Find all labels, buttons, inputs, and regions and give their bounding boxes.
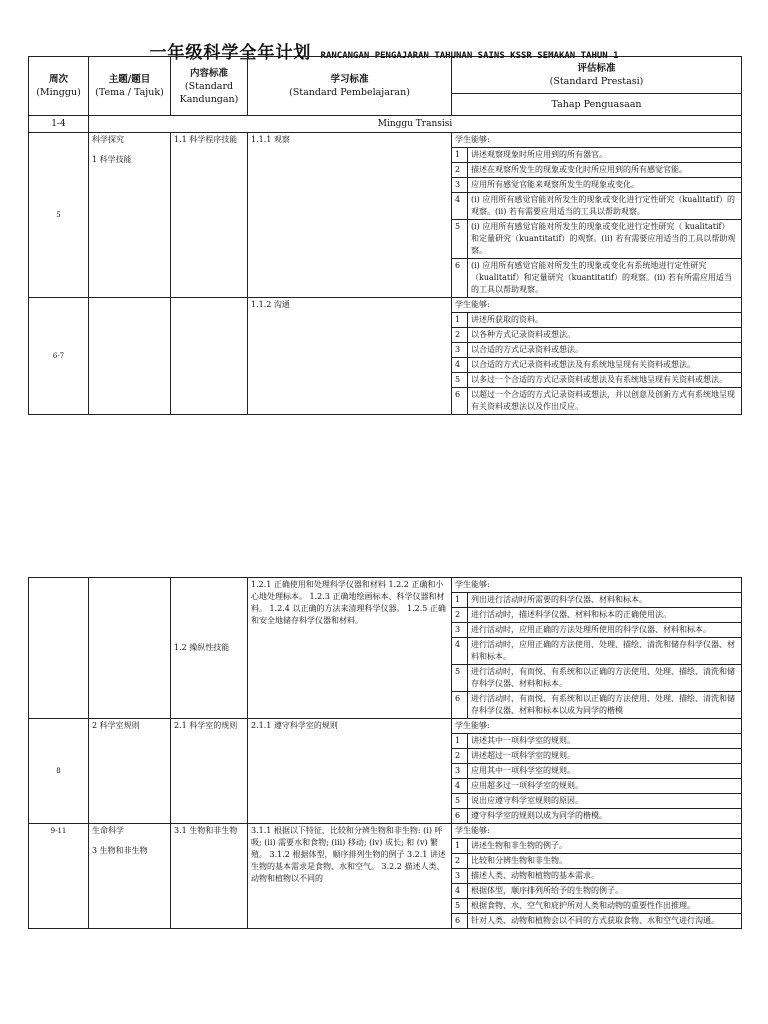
level-number: 1 bbox=[452, 148, 468, 163]
level-text: 应用其中一项科学室的规则。 bbox=[468, 764, 742, 779]
level-head: 学生能够: bbox=[452, 578, 742, 593]
level-text: (i) 应用所有感觉官能对所发生的现象或变化进行定性研究（kualitatif）的观察。(ii) 若有需要应用适当的工具以帮助观察。 bbox=[468, 193, 742, 220]
level-number: 3 bbox=[452, 623, 468, 638]
level-number: 5 bbox=[452, 794, 468, 809]
level-text: 以合适的方式记录资料或想法。 bbox=[468, 343, 742, 358]
content-standard-cell: 3.1 生物和非生物 bbox=[171, 824, 248, 929]
level-text: 进行活动时，应用正确的方法处理所使用的科学仪器、材料和标本。 bbox=[468, 623, 742, 638]
level-number: 1 bbox=[452, 313, 468, 328]
level-text: 以多过一个合适的方式记录资料或想法及有系统地呈现有关资料或想法。 bbox=[468, 373, 742, 388]
level-text: 进行活动时，描述科学仪器、材料和标本的正确使用法。 bbox=[468, 608, 742, 623]
level-text: 说出应遵守科学室规则的原因。 bbox=[468, 794, 742, 809]
transisi-label: Minggu Transisi bbox=[89, 116, 742, 133]
content-standard-cell: 1.1 科学程序技能 bbox=[171, 133, 248, 298]
header-mastery-level: Tahap Penguasaan bbox=[452, 94, 742, 116]
plan-table-1 bbox=[28, 56, 742, 415]
week-cell: 6-7 bbox=[29, 298, 89, 415]
plan-table-2 bbox=[28, 577, 742, 929]
level-head: 学生能够: bbox=[452, 133, 742, 148]
content-standard-cell bbox=[171, 298, 248, 415]
level-number: 3 bbox=[452, 869, 468, 884]
title-chinese: 一年级科学全年计划 bbox=[149, 43, 312, 63]
level-text: 列出进行活动时所需要的科学仪器、材料和标本。 bbox=[468, 593, 742, 608]
level-number: 3 bbox=[452, 178, 468, 193]
level-number: 2 bbox=[452, 328, 468, 343]
level-number: 2 bbox=[452, 854, 468, 869]
level-number: 3 bbox=[452, 764, 468, 779]
theme-cell bbox=[89, 298, 171, 415]
transisi-week: 1-4 bbox=[29, 116, 89, 133]
level-number: 1 bbox=[452, 734, 468, 749]
level-head: 学生能够: bbox=[452, 298, 742, 313]
header-content-standard: 内容标准 (Standard Kandungan) bbox=[171, 57, 248, 116]
level-head: 学生能够: bbox=[452, 824, 742, 839]
level-number: 4 bbox=[452, 884, 468, 899]
level-number: 5 bbox=[452, 220, 468, 259]
level-number: 6 bbox=[452, 914, 468, 929]
level-text: 讲述观察现象时所应用到的所有器官。 bbox=[468, 148, 742, 163]
level-text: 描述在观察所发生的现象或变化时所应用到的所有感觉官能。 bbox=[468, 163, 742, 178]
content-standard-cell: 2.1 科学室的规则 bbox=[171, 719, 248, 824]
header-learning-standard: 学习标准 (Standard Pembelajaran) bbox=[248, 57, 452, 116]
level-text: 比较和分辨生物和非生物。 bbox=[468, 854, 742, 869]
header-performance-standard: 评估标准 (Standard Prestasi) bbox=[452, 57, 742, 94]
level-text: 以各种方式记录资料或想法。 bbox=[468, 328, 742, 343]
level-number: 5 bbox=[452, 373, 468, 388]
level-text: 进行活动时，有而悦、有系统和以正确的方法使用、处理、描绘、清洗和储存科学仪器、材料和标本以成为同学的楷模 bbox=[468, 692, 742, 719]
level-text: 根据食物、水、空气和庇护所对人类和动物的重要性作出推理。 bbox=[468, 899, 742, 914]
week-cell: 9-11 bbox=[29, 824, 89, 929]
header-theme: 主题/题目 (Tema / Tajuk) bbox=[89, 57, 171, 116]
level-text: 针对人类、动物和植物会以不同的方式获取食物、水和空气进行沟通。 bbox=[468, 914, 742, 929]
learning-standard-cell: 1.1.2 沟通 bbox=[248, 298, 452, 415]
learning-standard-cell: 1.1.1 观察 bbox=[248, 133, 452, 298]
level-number: 2 bbox=[452, 163, 468, 178]
week-cell: 5 bbox=[29, 133, 89, 298]
content-standard-cell: 1.2 操纵性技能 bbox=[171, 578, 248, 719]
learning-standard-cell: 3.1.1 根据以下特征，比较和分辨生物和非生物: (i) 呼吸; (ii) 需要水和食物; (iii) 移动; (iv) 成长; 和 (v) 繁殖。 3.1.2 根据体型，顺序排列生物的例子 3.2.1 讲述生物的基本需求是食物、水和空气。 3.2.2 描述人类、动物和植物以不同的 bbox=[248, 824, 452, 929]
level-text: 以合适的方式记录资料或想法及有系统地呈现有关资料或想法。 bbox=[468, 358, 742, 373]
level-text: 以超过一个合适的方式记录资料或想法，并以创意及创新方式有系统地呈现有关资料或想法以及作出反应。 bbox=[468, 388, 742, 415]
level-text: 应用所有感觉官能来观察所发生的现象或变化。 bbox=[468, 178, 742, 193]
level-number: 1 bbox=[452, 839, 468, 854]
level-text: 讲述其中一项科学室的规则。 bbox=[468, 734, 742, 749]
level-number: 2 bbox=[452, 749, 468, 764]
theme-cell: 2 科学室规则 bbox=[89, 719, 171, 824]
level-number: 6 bbox=[452, 692, 468, 719]
level-text: 应用超多过一项科学室的规则。 bbox=[468, 779, 742, 794]
level-text: 进行活动时，应用正确的方法使用、处理、描绘、清洗和储存科学仪器、材料和标本。 bbox=[468, 638, 742, 665]
learning-standard-cell: 1.2.1 正确使用和处理科学仪器和材料 1.2.2 正确和小心地处理标本。 1.2.3 正确地绘画标本、科学仪器和材料。 1.2.4 以正确的方法来清理科学仪器。 1.2.5 正确和安全地储存科学仪器和材料。 bbox=[248, 578, 452, 719]
learning-standard-cell: 2.1.1 遵守科学室的规则 bbox=[248, 719, 452, 824]
level-text: 讲述超过一项科学室的规则。 bbox=[468, 749, 742, 764]
level-number: 6 bbox=[452, 259, 468, 298]
level-number: 6 bbox=[452, 388, 468, 415]
week-cell: 8 bbox=[29, 719, 89, 824]
level-text: 讲述所获取的资料。 bbox=[468, 313, 742, 328]
theme-cell bbox=[89, 578, 171, 719]
level-number: 6 bbox=[452, 809, 468, 824]
level-number: 4 bbox=[452, 638, 468, 665]
header-week: 周次 (Minggu) bbox=[29, 57, 89, 116]
level-number: 3 bbox=[452, 343, 468, 358]
level-text: (i) 应用所有感觉官能对所发生的现象或变化有系统地进行定性研究（kualitatif）和定量研究（kuantitatif）的观察。(ii) 若有所需应用适当的工具以帮助观察。 bbox=[468, 259, 742, 298]
title-malay: RANCANGAN PENGAJARAN TAHUNAN SAINS KSSR SEMAKAN TAHUN 1 bbox=[320, 51, 619, 61]
level-text: 讲述生物和非生物的例子。 bbox=[468, 839, 742, 854]
level-text: (i) 应用所有感觉官能对所发生的现象或变化进行定性研究（ kualitatif） 和定量研究（kuantitatif）的观察。(ii) 若有需要应用适当的工具以帮助观察。 bbox=[468, 220, 742, 259]
level-number: 1 bbox=[452, 593, 468, 608]
theme-cell: 生命科学 3 生物和非生物 bbox=[89, 824, 171, 929]
theme-cell: 科学探究 1 科学技能 bbox=[89, 133, 171, 298]
level-text: 遵守科学室的规则以成为同学的楷模。 bbox=[468, 809, 742, 824]
week-cell bbox=[29, 578, 89, 719]
level-number: 4 bbox=[452, 193, 468, 220]
level-text: 进行活动时，有而悦、有系统和以正确的方法使用、处理、描绘、清洗和储存科学仪器、材料和标本。 bbox=[468, 665, 742, 692]
level-number: 2 bbox=[452, 608, 468, 623]
level-text: 根据体型，顺序排列所给予的生物的例子。 bbox=[468, 884, 742, 899]
level-number: 4 bbox=[452, 358, 468, 373]
level-head: 学生能够: bbox=[452, 719, 742, 734]
level-number: 4 bbox=[452, 779, 468, 794]
level-number: 5 bbox=[452, 665, 468, 692]
level-number: 5 bbox=[452, 899, 468, 914]
level-text: 描述人类、动物和植物的基本需求。 bbox=[468, 869, 742, 884]
